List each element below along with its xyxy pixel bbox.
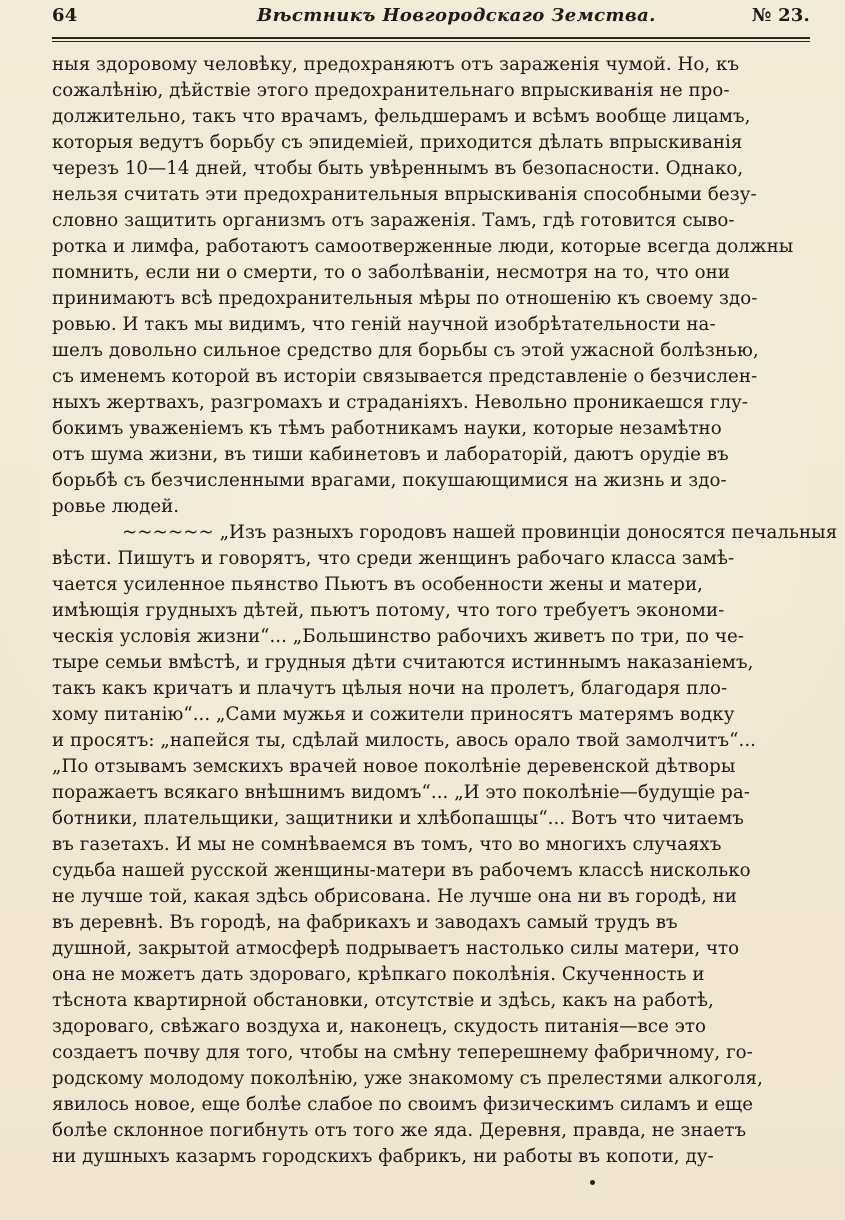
text-line: она не можетъ дать здороваго, крѣпкаго поколѣнія. Скученность и — [52, 964, 705, 985]
page-header — [52, 4, 810, 34]
text-line: въ деревнѣ. Въ городѣ, на фабрикахъ и заводахъ самый трудъ въ — [52, 912, 678, 933]
text-line: ныя здоровому человѣку, предохраняютъ отъ зараженія чумой. Но, къ — [52, 54, 740, 75]
text-line: болѣе склонное погибнуть отъ того же яда. Деревня, правда, не знаетъ — [52, 1120, 747, 1141]
text-line: такъ какъ кричатъ и плачутъ цѣлыя ночи на пролетъ, благодаря пло- — [52, 678, 728, 699]
text-line: принимаютъ всѣ предохранительныя мѣры по отношенію къ своему здо- — [52, 288, 758, 309]
text-line: тыре семьи вмѣстѣ, и грудныя дѣти считаются истиннымъ наказаніемъ, — [52, 652, 754, 673]
text-line: черезъ 10—14 дней, чтобы быть увѣреннымъ въ безопасности. Однако, — [52, 158, 744, 179]
header-rule — [52, 37, 810, 39]
page-number: 64 — [52, 5, 78, 26]
text-line: помнить, если ни о смерти, то о заболѣваніи, несмотря на то, что они — [52, 262, 730, 283]
issue-number: № 23. — [751, 5, 810, 26]
text-line: сожалѣнію, дѣйствіе этого предохранительнаго впрыскиванія не про- — [52, 80, 730, 101]
text-line: здороваго, свѣжаго воздуха и, наконецъ, скудость питанія—все это — [52, 1016, 707, 1037]
text-line: ческія условія жизни“... „Большинство рабочихъ живетъ по три, по че- — [52, 626, 744, 647]
text-line: судьба нашей русской женщины-матери въ рабочемъ классѣ нисколько — [52, 860, 751, 881]
text-line: хому питанію“... „Сами мужья и сожители приносятъ матерямъ водку — [52, 704, 735, 725]
text-line: родскому молодому поколѣнію, уже знакомому съ прелестями алкоголя, — [52, 1068, 763, 1089]
journal-title: Вѣстникъ Новгородскаго Земства. — [257, 5, 656, 26]
text-line: не лучше той, какая здѣсь обрисована. Не лучше она ни въ городѣ, ни — [52, 886, 737, 907]
text-line: шелъ довольно сильное средство для борьбы съ этой ужасной болѣзнью, — [52, 340, 759, 361]
text-line-indented: ~~~~~~ „Изъ разныхъ городовъ нашей провинціи доносятся печальныя — [122, 522, 838, 543]
text-line: вѣсти. Пишутъ и говорятъ, что среди женщинъ рабочаго класса замѣ- — [52, 548, 735, 569]
text-line: ныхъ жертвахъ, разгромахъ и страданіяхъ. Невольно проникаешся глу- — [52, 392, 749, 413]
page-mark — [590, 1180, 595, 1185]
text-line: которыя ведутъ борьбу съ эпидеміей, приходится дѣлать впрыскиванія — [52, 132, 743, 153]
text-line: поражаетъ всякаго внѣшнимъ видомъ“... „И это поколѣніе—будущіе ра- — [52, 782, 750, 803]
text-line: тѣснота квартирной обстановки, отсутствіе и здѣсь, какъ на работѣ, — [52, 990, 714, 1011]
text-line: явилось новое, еще болѣе слабое по своимъ физическимъ силамъ и еще — [52, 1094, 754, 1115]
text-line: нельзя считать эти предохранительныя впрыскиванія способными безу- — [52, 184, 757, 205]
text-line: создаетъ почву для того, чтобы на смѣну теперешнему фабричному, го- — [52, 1042, 753, 1063]
text-line: „По отзывамъ земскихъ врачей новое поколѣніе деревенской дѣтворы — [52, 756, 736, 777]
text-line: чается усиленное пьянство Пьютъ въ особенности жены и матери, — [52, 574, 703, 595]
text-line: словно защитить организмъ отъ зараженія. Тамъ, гдѣ готовится сыво- — [52, 210, 735, 231]
text-line: съ именемъ которой въ исторіи связывается представленіе о безчислен- — [52, 366, 758, 387]
text-line: ровье людей. — [52, 496, 180, 517]
text-line: бокимъ уваженіемъ къ тѣмъ работникамъ науки, которые незамѣтно — [52, 418, 722, 439]
text-line: душной, закрытой атмосферѣ подрываетъ настолько силы матери, что — [52, 938, 740, 959]
body-text — [52, 52, 838, 1170]
text-line: отъ шума жизни, въ тиши кабинетовъ и лабораторій, даютъ орудіе въ — [52, 444, 729, 465]
text-line: ботники, плательщики, защитники и хлѣбопашцы“... Вотъ что читаемъ — [52, 808, 744, 829]
text-line: въ газетахъ. И мы не сомнѣваемся въ томъ, что во многихъ случаяхъ — [52, 834, 722, 855]
text-line: ротка и лимфа, работаютъ самоотверженные люди, которые всегда должны — [52, 236, 794, 257]
text-line: ни душныхъ казармъ городскихъ фабрикъ, ни работы въ копоти, ду- — [52, 1146, 714, 1167]
text-line: борьбѣ съ безчисленными врагами, покушающимися на жизнь и здо- — [52, 470, 727, 491]
text-line: и просятъ: „напейся ты, сдѣлай милость, авось орало твой замолчитъ“... — [52, 730, 757, 751]
text-line: ровью. И такъ мы видимъ, что геній научной изобрѣтательности на- — [52, 314, 716, 335]
text-line: должительно, такъ что врачамъ, фельдшерамъ и всѣмъ вообще лицамъ, — [52, 106, 751, 127]
text-line: имѣющія грудныхъ дѣтей, пьютъ потому, что того требуетъ экономи- — [52, 600, 725, 621]
